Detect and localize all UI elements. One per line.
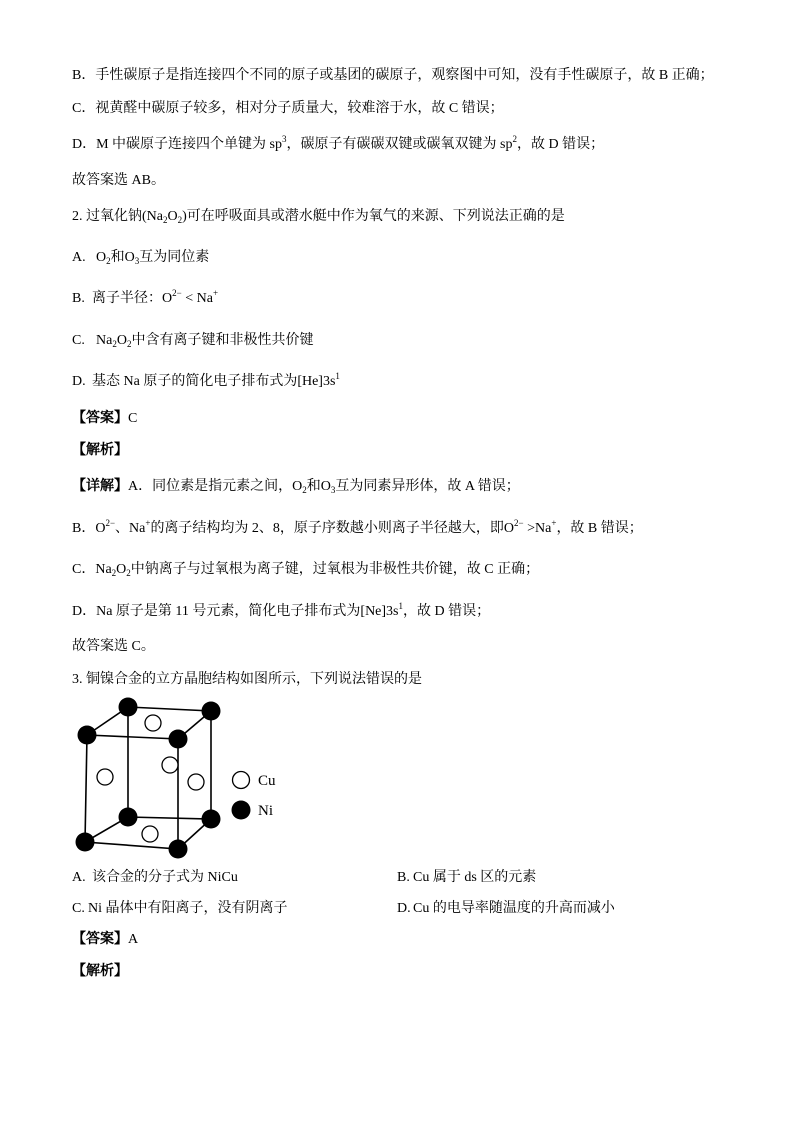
cu-atom-top-face bbox=[145, 715, 161, 731]
q3-option-a-text: 该合金的分子式为 NiCu bbox=[92, 870, 238, 885]
q3-option-b-label: B. bbox=[397, 870, 410, 885]
subscript: 2 bbox=[126, 339, 132, 349]
q2-detail-label: 【详解】 bbox=[72, 479, 128, 494]
cu-ni-unit-cell-diagram bbox=[70, 695, 300, 865]
text-run: 离子半径：O bbox=[92, 291, 173, 306]
q1-explanation-line-d bbox=[72, 135, 604, 155]
q2-analysis-label: 【解析】 bbox=[72, 443, 128, 458]
q2-option-d-text bbox=[92, 371, 340, 389]
superscript: 1 bbox=[398, 601, 404, 611]
superscript: 2− bbox=[105, 518, 116, 528]
q3-option-b-text: Cu 属于 ds 区的元素 bbox=[413, 870, 537, 885]
q1-conclusion: 故答案选 AB。 bbox=[72, 173, 165, 188]
cu-atom-bottom-face bbox=[142, 826, 158, 842]
q2-detail-text-a bbox=[128, 479, 520, 494]
subscript: 2 bbox=[177, 215, 183, 225]
q2-option-b bbox=[72, 289, 218, 309]
superscript: 2− bbox=[514, 518, 524, 528]
subscript: 2 bbox=[112, 339, 117, 349]
cu-atom-left-face bbox=[97, 769, 113, 785]
q2-option-d-label: D. bbox=[72, 374, 86, 389]
superscript: 3 bbox=[282, 134, 287, 144]
text-run: B．手性碳原子是指连接四个不同的原子或基团的碳原子，观察图中可知，没有手性碳原子，故 B 正确； bbox=[72, 68, 714, 83]
q2-answer bbox=[72, 409, 137, 429]
cu-atom-right-face bbox=[188, 774, 204, 790]
q3-option-a-label: A. bbox=[72, 870, 86, 885]
subscript: 3 bbox=[330, 485, 336, 495]
legend-label-ni: Ni bbox=[258, 803, 273, 819]
text-run: ，碳原子有碳碳双键或碳氧双键为 sp bbox=[286, 137, 513, 152]
text-run: B．O bbox=[72, 521, 106, 536]
q3-option-d bbox=[397, 899, 615, 919]
ni-atom-corner bbox=[202, 702, 221, 721]
q2-detail-line-d bbox=[72, 602, 490, 622]
q2-option-a-label: A. bbox=[72, 250, 86, 265]
q3-option-c bbox=[72, 899, 288, 919]
text-run: C．视黄醛中碳原子较多，相对分子质量大，较难溶于水，故 C 错误； bbox=[72, 101, 504, 116]
text-run: O bbox=[116, 333, 127, 348]
text-run: 的离子结构均为 2、8，原子序数越小则离子半径越大，即O bbox=[150, 521, 515, 536]
ni-atom-corner bbox=[169, 840, 188, 859]
text-run: 和O bbox=[110, 250, 135, 265]
text-run: )可在呼吸面具或潜水艇中作为氧气的来源、下列说法正确的是 bbox=[182, 209, 565, 224]
superscript: 1 bbox=[335, 371, 340, 381]
q2-option-c bbox=[72, 331, 313, 351]
text-run: 基态 Na 原子的简化电子排布式为[He]3s bbox=[92, 374, 336, 389]
text-run: >Na bbox=[523, 521, 552, 536]
front-face-edges bbox=[85, 735, 178, 849]
filled-circle-icon bbox=[232, 801, 251, 820]
subscript: 2 bbox=[106, 256, 111, 266]
subscript: 2 bbox=[111, 568, 117, 578]
q3-analysis-label: 【解析】 bbox=[72, 964, 128, 979]
text-run: 和O bbox=[306, 479, 331, 494]
superscript: 2 bbox=[512, 134, 517, 144]
subscript: 2 bbox=[302, 485, 307, 495]
text-run: ，故 D 错误； bbox=[403, 604, 491, 619]
q2-option-c-text bbox=[96, 333, 313, 348]
superscript: 2− bbox=[172, 288, 182, 298]
q3-answer-value: A bbox=[128, 932, 139, 947]
q2-detail-line-a bbox=[72, 477, 520, 497]
text-run: < Na bbox=[181, 291, 213, 306]
text-run: Na bbox=[96, 333, 113, 348]
q2-option-d bbox=[72, 372, 340, 392]
q2-answer-label: 【答案】 bbox=[72, 411, 128, 426]
text-run: D．M 中碳原子连接四个单键为 sp bbox=[72, 137, 283, 152]
q2-stem bbox=[72, 207, 565, 227]
subscript: 2 bbox=[163, 215, 168, 225]
ni-atom-corner bbox=[119, 698, 138, 717]
text-run: ，故 D 错误； bbox=[516, 137, 605, 152]
q3-option-b bbox=[397, 868, 536, 888]
cu-face-center-atoms bbox=[97, 715, 204, 842]
q3-option-c-label: C. bbox=[72, 901, 85, 916]
q2-detail-line-c bbox=[72, 560, 539, 580]
text-run: 互为同位素 bbox=[139, 250, 210, 265]
q1-explanation-line-b bbox=[72, 66, 714, 86]
q2-conclusion: 故答案选 C。 bbox=[72, 639, 155, 654]
legend-label-cu: Cu bbox=[258, 773, 276, 789]
text-run: O bbox=[96, 250, 107, 265]
text-run: O bbox=[167, 209, 178, 224]
superscript: + bbox=[145, 518, 151, 528]
q1-explanation-line-c bbox=[72, 99, 504, 119]
q3-option-d-text: Cu 的电导率随温度的升高而减小 bbox=[413, 901, 615, 916]
text-run: 互为同素异形体，故 A 错误； bbox=[335, 479, 520, 494]
ni-atom-corner bbox=[202, 810, 221, 829]
q2-option-a-text bbox=[96, 250, 209, 265]
q3-stem: 3. 铜镍合金的立方晶胞结构如图所示，下列说法错误的是 bbox=[72, 672, 422, 687]
ni-atom-corner bbox=[119, 808, 138, 827]
ni-atom-corner bbox=[76, 833, 95, 852]
q2-detail-line-b bbox=[72, 519, 643, 539]
ni-atom-corner bbox=[78, 726, 97, 745]
open-circle-icon bbox=[233, 772, 250, 789]
text-run: 中钠离子与过氧根为离子键，过氧根为非极性共价键，故 C 正确； bbox=[130, 562, 540, 577]
text-run: ，故 B 错误； bbox=[556, 521, 643, 536]
superscript: + bbox=[212, 288, 219, 298]
text-run: 、Na bbox=[115, 521, 146, 536]
text-run: 2. 过氧化钠( bbox=[72, 209, 147, 224]
q3-option-c-text: Ni 晶体中有阳离子，没有阴离子 bbox=[88, 901, 288, 916]
cu-atom-back-face bbox=[162, 757, 178, 773]
text-run: C．Na bbox=[72, 562, 112, 577]
q3-option-a bbox=[72, 868, 238, 888]
superscript: + bbox=[551, 518, 557, 528]
text-run: O bbox=[116, 562, 127, 577]
text-run: D．Na 原子是第 11 号元素，简化电子排布式为[Ne]3s bbox=[72, 604, 399, 619]
q2-option-a bbox=[72, 248, 209, 268]
subscript: 2 bbox=[126, 568, 131, 578]
q3-answer bbox=[72, 930, 138, 950]
subscript: 3 bbox=[134, 256, 140, 266]
q2-option-b-label: B. bbox=[72, 291, 85, 306]
figure-legend bbox=[232, 772, 277, 820]
ni-atom-corner bbox=[169, 730, 188, 749]
q2-answer-value: C bbox=[128, 411, 138, 426]
text-run: A．同位素是指元素之间，O bbox=[128, 479, 303, 494]
q2-option-c-label: C. bbox=[72, 333, 85, 348]
q2-option-b-text bbox=[92, 288, 219, 306]
q3-option-d-label: D. bbox=[397, 901, 411, 916]
text-run: 中含有离子键和非极性共价键 bbox=[131, 333, 314, 348]
text-run: Na bbox=[146, 209, 163, 224]
q3-answer-label: 【答案】 bbox=[72, 932, 128, 947]
